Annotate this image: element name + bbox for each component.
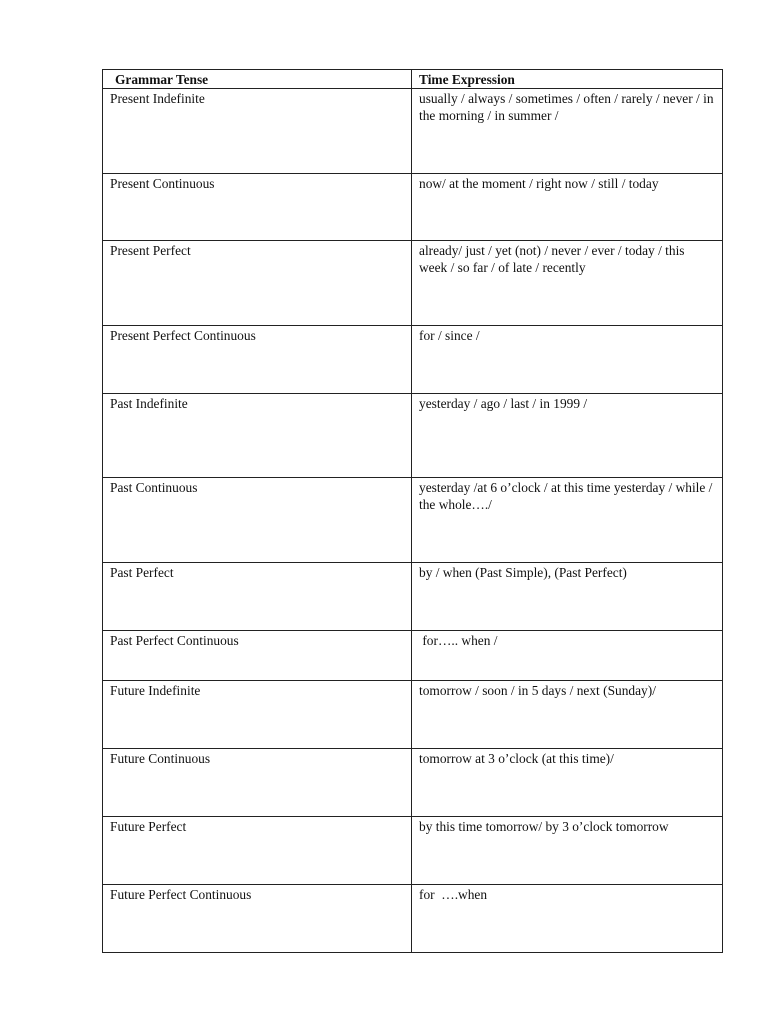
header-grammar-tense: Grammar Tense — [103, 70, 412, 89]
time-expression-cell: by / when (Past Simple), (Past Perfect) — [412, 563, 723, 631]
time-expression-cell: tomorrow at 3 o’clock (at this time)/ — [412, 749, 723, 817]
tense-cell: Past Continuous — [103, 478, 412, 563]
table-header-row — [103, 70, 723, 89]
tense-cell: Present Continuous — [103, 174, 412, 241]
time-expression-cell: for….. when / — [412, 631, 723, 681]
table-row — [103, 749, 723, 817]
time-expression-cell: by this time tomorrow/ by 3 o’clock tomorrow — [412, 817, 723, 885]
tense-cell: Present Perfect — [103, 241, 412, 326]
tense-cell: Future Perfect Continuous — [103, 885, 412, 953]
time-expression-cell: for ….when — [412, 885, 723, 953]
table-row — [103, 89, 723, 174]
table-row — [103, 241, 723, 326]
time-expression-cell: yesterday /at 6 o’clock / at this time yesterday / while / the whole…./ — [412, 478, 723, 563]
tense-table — [102, 69, 723, 953]
table-row — [103, 326, 723, 394]
table-row — [103, 563, 723, 631]
time-expression-cell: already/ just / yet (not) / never / ever / today / this week / so far / of late / recently — [412, 241, 723, 326]
table-row — [103, 394, 723, 478]
table-row — [103, 885, 723, 953]
tense-cell: Past Perfect Continuous — [103, 631, 412, 681]
table-row — [103, 174, 723, 241]
time-expression-cell: tomorrow / soon / in 5 days / next (Sunday)/ — [412, 681, 723, 749]
table-row — [103, 681, 723, 749]
tense-cell: Future Perfect — [103, 817, 412, 885]
tense-cell: Future Indefinite — [103, 681, 412, 749]
time-expression-cell: yesterday / ago / last / in 1999 / — [412, 394, 723, 478]
time-expression-cell: usually / always / sometimes / often / rarely / never / in the morning / in summer / — [412, 89, 723, 174]
tense-cell: Past Perfect — [103, 563, 412, 631]
tense-cell: Future Continuous — [103, 749, 412, 817]
header-time-expression: Time Expression — [412, 70, 723, 89]
tense-cell: Present Perfect Continuous — [103, 326, 412, 394]
time-expression-cell: now/ at the moment / right now / still / today — [412, 174, 723, 241]
table-row — [103, 631, 723, 681]
table-row — [103, 478, 723, 563]
table-row — [103, 817, 723, 885]
tense-cell: Present Indefinite — [103, 89, 412, 174]
time-expression-cell: for / since / — [412, 326, 723, 394]
tense-cell: Past Indefinite — [103, 394, 412, 478]
